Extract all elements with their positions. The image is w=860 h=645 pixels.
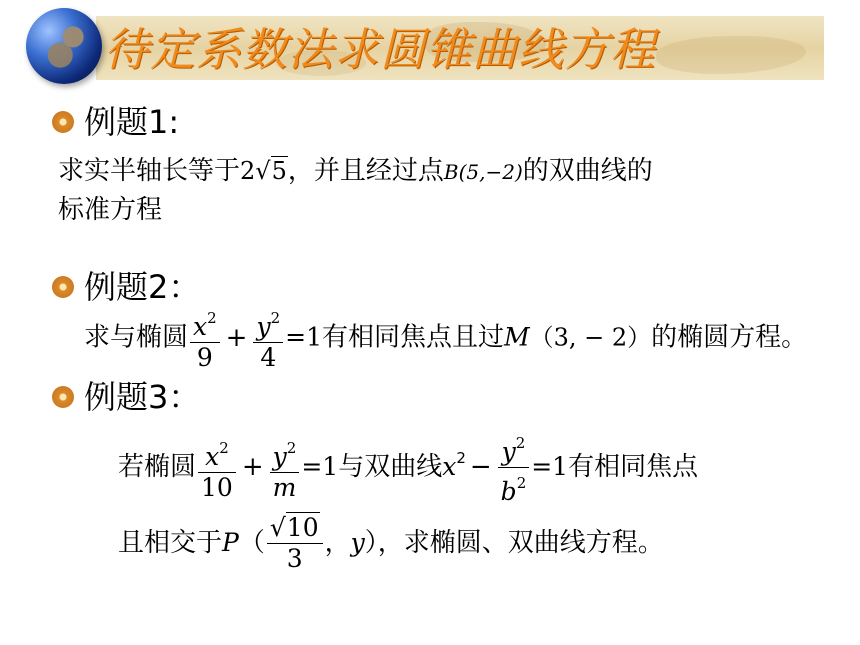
example3-line1 bbox=[118, 425, 698, 507]
equals-one: =1 bbox=[301, 452, 339, 481]
fraction-denominator: 9 bbox=[196, 343, 213, 372]
bullet-icon bbox=[52, 111, 74, 133]
example2-line bbox=[84, 303, 807, 373]
exponent: 2 bbox=[515, 434, 526, 452]
radicand: 10 bbox=[286, 513, 319, 542]
example1-coef: 2 bbox=[240, 157, 256, 185]
hyperbola-x: x bbox=[442, 452, 457, 481]
fraction-denominator: 10 bbox=[201, 472, 233, 502]
example1-text: 求实半轴长等于 bbox=[58, 156, 241, 186]
example2-fraction-x bbox=[190, 303, 220, 373]
example1-line2: 标准方程 bbox=[58, 195, 163, 225]
equals-one: =1 bbox=[285, 322, 322, 352]
exponent: 2 bbox=[219, 438, 229, 457]
example3-fraction-px: $\frac{√10}{3}$ bbox=[267, 513, 323, 574]
point-coords: （3, − 2） bbox=[529, 323, 652, 352]
fraction-numerator: x bbox=[205, 441, 220, 471]
example1-heading: 例题1: bbox=[84, 103, 180, 141]
exponent: 2 bbox=[456, 449, 466, 467]
example1-text: 的双曲线的 bbox=[522, 156, 653, 186]
point-name: P bbox=[222, 528, 239, 557]
map-decoration bbox=[656, 36, 806, 74]
point-y: y bbox=[350, 528, 365, 557]
minus-sign: − bbox=[469, 452, 492, 482]
point-name: M bbox=[504, 322, 530, 352]
example2-text: 的椭圆方程。 bbox=[651, 322, 808, 353]
plus-sign: + bbox=[241, 452, 264, 482]
example2-heading: 例题2： bbox=[84, 268, 201, 306]
fraction-numerator: y bbox=[272, 441, 287, 471]
bullet-icon bbox=[52, 386, 74, 408]
close-paren: ） bbox=[364, 528, 378, 558]
fraction-denominator: 4 bbox=[260, 343, 277, 372]
bullet-icon bbox=[52, 276, 74, 298]
fraction-numerator: x bbox=[193, 312, 208, 341]
fraction-numerator: y bbox=[256, 312, 271, 341]
example1-radicand: 5 bbox=[271, 157, 287, 185]
example1-line1 bbox=[58, 154, 653, 189]
example3-line2 bbox=[118, 510, 664, 576]
example3-fraction-x bbox=[198, 433, 236, 503]
plus-sign: + bbox=[225, 322, 248, 353]
example2-text: 有相同焦点且过 bbox=[322, 322, 505, 353]
fraction-denominator: 3 bbox=[286, 544, 303, 573]
open-paren: （ bbox=[238, 528, 265, 558]
example3-text: 若椭圆 bbox=[118, 452, 197, 482]
example3-text: 有相同焦点 bbox=[568, 452, 699, 482]
fraction-denominator: b bbox=[500, 477, 517, 506]
example2-text: 求与椭圆 bbox=[84, 322, 189, 353]
example1-point: B(5,−2) bbox=[443, 160, 523, 184]
example3-text: 且相交于 bbox=[118, 528, 223, 558]
example2-fraction-y bbox=[253, 303, 283, 373]
example3-fraction-y bbox=[270, 433, 300, 503]
comma: ， bbox=[324, 528, 351, 558]
example1-text: ，并且经过点 bbox=[287, 156, 444, 186]
exponent: 2 bbox=[286, 438, 297, 457]
example3-text: 与双曲线 bbox=[338, 452, 443, 482]
fraction-numerator: y bbox=[501, 437, 516, 466]
exponent: 2 bbox=[270, 309, 281, 327]
exponent: 2 bbox=[207, 309, 217, 327]
exponent: 2 bbox=[516, 474, 527, 492]
globe-icon bbox=[26, 8, 102, 84]
example3-heading: 例题3： bbox=[84, 378, 201, 416]
example3-text: ，求椭圆、双曲线方程。 bbox=[377, 528, 664, 558]
example1-sqrt: √5 bbox=[255, 157, 287, 185]
example3-fraction-hyperbola bbox=[498, 428, 530, 507]
equals-one: =1 bbox=[531, 452, 569, 481]
fraction-denominator: m bbox=[272, 472, 297, 502]
slide-title: 待定系数法求圆锥曲线方程 bbox=[104, 23, 657, 76]
